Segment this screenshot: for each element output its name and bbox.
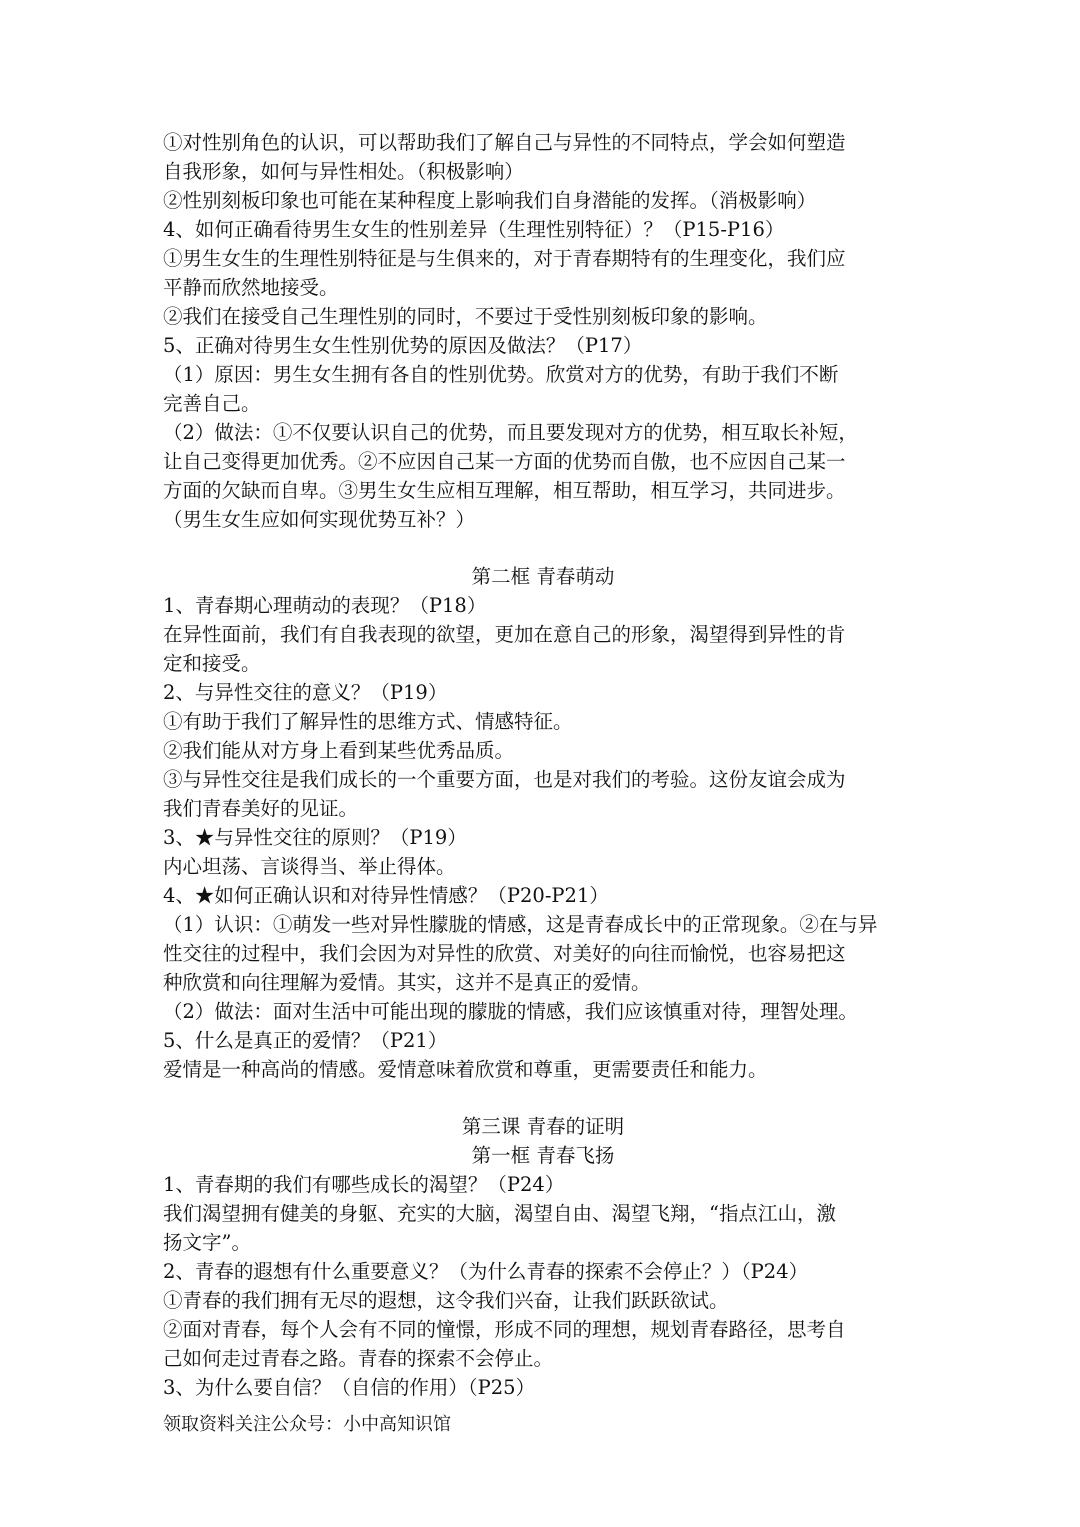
text-line: 定和接受。 xyxy=(163,652,261,675)
text-line: 完善自己。 xyxy=(163,392,261,415)
question-heading: 5、什么是真正的爱情？（P21） xyxy=(163,1029,448,1052)
question-heading: 5、正确对待男生女生性别优势的原因及做法？（P17） xyxy=(163,334,643,357)
question-heading: 4、★如何正确认识和对待异性情感？（P20-P21） xyxy=(163,884,609,907)
question-heading: 3、为什么要自信？（自信的作用）（P25） xyxy=(163,1376,536,1399)
text-line: （男生女生应如何实现优势互补？） xyxy=(163,508,476,531)
text-line: 自我形象，如何与异性相处。（积极影响） xyxy=(163,160,524,183)
section-gender-differences xyxy=(163,128,923,534)
text-line: 我们渴望拥有健美的身躯、充实的大脑，渴望自由、渴望飞翔，“指点江山，激 xyxy=(163,1202,836,1225)
text-line: （1）原因：男生女生拥有各自的性别优势。欣赏对方的优势，有助于我们不断 xyxy=(163,363,839,386)
text-line: ①有助于我们了解异性的思维方式、情感特征。 xyxy=(163,710,573,733)
text-line: ②我们能从对方身上看到某些优秀品质。 xyxy=(163,739,515,762)
text-line: （2）做法：①不仅要认识自己的优势，而且要发现对方的优势，相互取长补短， xyxy=(163,421,858,444)
section-title: 第二框 青春萌动 xyxy=(471,565,615,588)
text-line: 平静而欣然地接受。 xyxy=(163,276,339,299)
text-line: 种欣赏和向往理解为爱情。其实，这并不是真正的爱情。 xyxy=(163,971,651,994)
text-line: 性交往的过程中，我们会因为对异性的欣赏、对美好的向往而愉悦，也容易把这 xyxy=(163,942,846,965)
text-line: 在异性面前，我们有自我表现的欲望，更加在意自己的形象，渴望得到异性的肯 xyxy=(163,623,846,646)
text-line: 爱情是一种高尚的情感。爱情意味着欣赏和尊重，更需要责任和能力。 xyxy=(163,1058,768,1081)
text-line: ①对性别角色的认识，可以帮助我们了解自己与异性的不同特点，学会如何塑造 xyxy=(163,131,846,154)
text-line: 己如何走过青春之路。青春的探索不会停止。 xyxy=(163,1347,554,1370)
section-spacer xyxy=(163,534,923,562)
question-heading: 2、与异性交往的意义？（P19） xyxy=(163,681,448,704)
question-heading: 1、青春期的我们有哪些成长的渴望？（P24） xyxy=(163,1173,565,1196)
section-youth-flying xyxy=(163,1170,923,1402)
question-heading: 1、青春期心理萌动的表现？（P18） xyxy=(163,594,487,617)
text-line: 方面的欠缺而自卑。③男生女生应相互理解，相互帮助，相互学习，共同进步。 xyxy=(163,479,846,502)
footer-note: 领取资料关注公众号：小中高知识馆 xyxy=(163,1414,451,1435)
text-line: 扬文字”。 xyxy=(163,1231,251,1254)
text-line: 内心坦荡、言谈得当、举止得体。 xyxy=(163,855,456,878)
text-line: ②我们在接受自己生理性别的同时，不要过于受性别刻板印象的影响。 xyxy=(163,305,768,328)
question-heading: 4、如何正确看待男生女生的性别差异（生理性别特征）？（P15-P16） xyxy=(163,218,785,241)
section-spacer xyxy=(163,1084,923,1112)
text-line: ②面对青春，每个人会有不同的憧憬，形成不同的理想，规划青春路径，思考自 xyxy=(163,1318,846,1341)
document-page xyxy=(163,128,923,1402)
question-heading: 3、★与异性交往的原则？（P19） xyxy=(163,826,467,849)
text-line: （1）认识：①萌发一些对异性朦胧的情感，这是青春成长中的正常现象。②在与异 xyxy=(163,913,878,936)
text-line: （2）做法：面对生活中可能出现的朦胧的情感，我们应该慎重对待，理智处理。 xyxy=(163,1000,858,1023)
section-title: 第一框 青春飞扬 xyxy=(471,1144,615,1167)
text-line: ②性别刻板印象也可能在某种程度上影响我们自身潜能的发挥。（消极影响） xyxy=(163,189,817,212)
text-line: 我们青春美好的见证。 xyxy=(163,797,359,820)
question-heading: 2、青春的遐想有什么重要意义？（为什么青春的探索不会停止？）（P24） xyxy=(163,1260,809,1283)
section-youth-stirrings xyxy=(163,591,923,1084)
text-line: ①青春的我们拥有无尽的遐想，这令我们兴奋，让我们跃跃欲试。 xyxy=(163,1289,729,1312)
text-line: 让自己变得更加优秀。②不应因自己某一方面的优势而自傲，也不应因自己某一 xyxy=(163,450,846,473)
text-line: ①男生女生的生理性别特征是与生俱来的，对于青春期特有的生理变化，我们应 xyxy=(163,247,846,270)
text-line: ③与异性交往是我们成长的一个重要方面，也是对我们的考验。这份友谊会成为 xyxy=(163,768,846,791)
lesson-title: 第三课 青春的证明 xyxy=(461,1115,625,1138)
